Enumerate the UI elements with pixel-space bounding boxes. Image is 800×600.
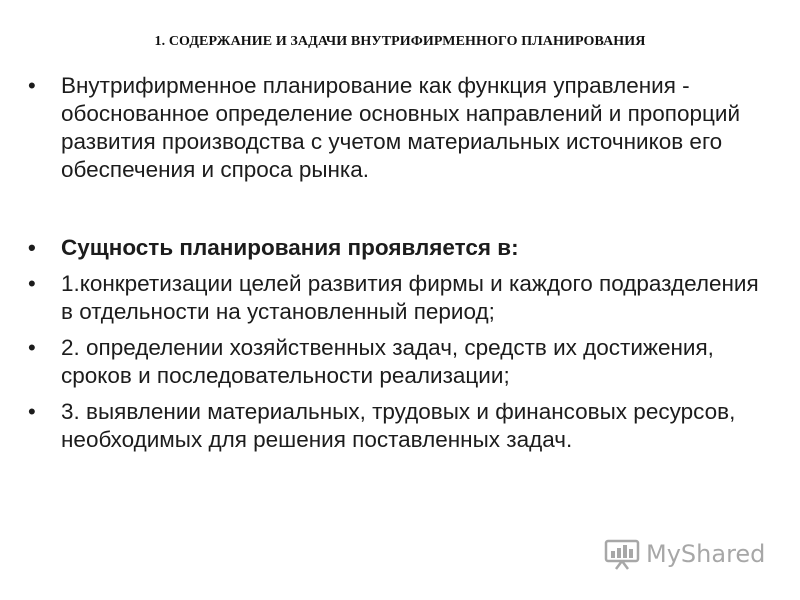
- bullet-item-2: [26, 334, 766, 390]
- bullet-text: Сущность планирования проявляется в:: [61, 235, 519, 260]
- bullet-text: 1.конкретизации целей развития фирмы и каждого подразделения в отдельности на установленный период;: [61, 271, 759, 324]
- bullet-item-essence-heading: [26, 234, 766, 262]
- presentation-board-icon: [604, 538, 640, 570]
- slide-title: 1. СОДЕРЖАНИЕ И ЗАДАЧИ ВНУТРИФИРМЕННОГО ПЛАНИРОВАНИЯ: [154, 34, 646, 49]
- bullet-item-definition: [26, 72, 766, 184]
- bullet-text: 2. определении хозяйственных задач, средств их достижения, сроков и последовательности реализации;: [61, 335, 714, 388]
- watermark-text: MyShared: [646, 540, 766, 568]
- bullet-dot: •: [28, 73, 36, 98]
- bullet-text: Внутрифирменное планирование как функция управления - обоснованное определение основных направлений и пропорций развития производства с учетом материальных источников его обеспечения и спроса рынка.: [61, 73, 741, 182]
- bullet-dot: •: [28, 335, 36, 360]
- myshared-watermark: [604, 536, 765, 572]
- bullet-text: 3. выявлении материальных, трудовых и финансовых ресурсов, необходимых для решения поставленных задач.: [61, 399, 736, 452]
- bullet-dot: •: [28, 271, 36, 296]
- bullet-item-3: [26, 398, 766, 454]
- bullet-dot: •: [28, 399, 36, 424]
- bullet-list: [26, 70, 766, 454]
- bullet-item-1: [26, 270, 766, 326]
- bullet-dot: •: [28, 235, 36, 260]
